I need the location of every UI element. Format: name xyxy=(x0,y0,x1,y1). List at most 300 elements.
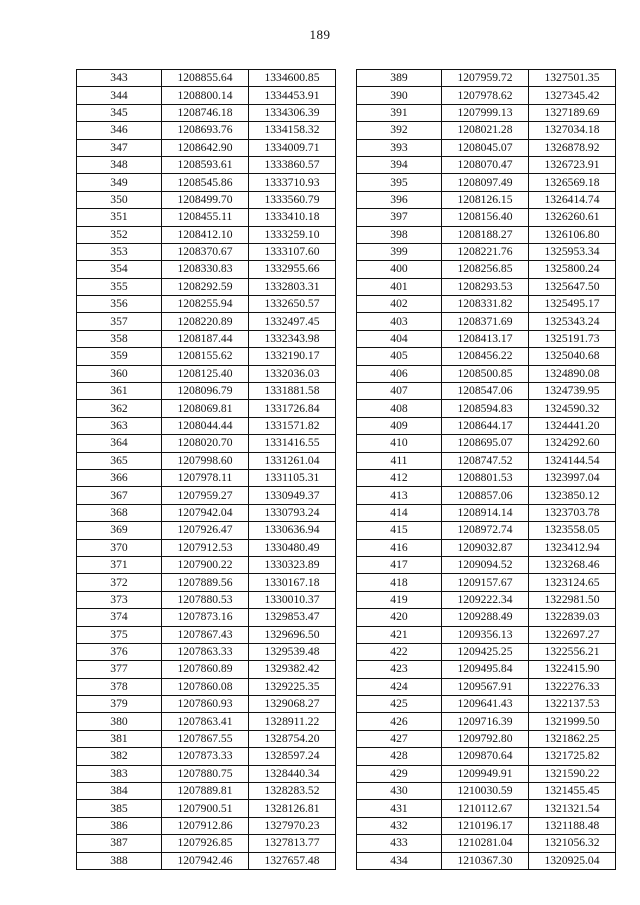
y-coordinate-cell: 1325647.50 xyxy=(529,278,616,295)
point-number-cell: 404 xyxy=(357,330,442,347)
y-coordinate-cell: 1326106.80 xyxy=(529,226,616,243)
y-coordinate-cell: 1331726.84 xyxy=(249,400,336,417)
point-number-cell: 343 xyxy=(77,70,162,87)
y-coordinate-cell: 1330323.89 xyxy=(249,556,336,573)
coordinates-table-left xyxy=(76,69,336,870)
x-coordinate-cell: 1208693.76 xyxy=(162,122,249,139)
point-number-cell: 381 xyxy=(77,730,162,747)
table-row xyxy=(357,209,616,226)
point-number-cell: 350 xyxy=(77,191,162,208)
table-row xyxy=(77,765,336,782)
y-coordinate-cell: 1323268.46 xyxy=(529,556,616,573)
x-coordinate-cell: 1208972.74 xyxy=(442,522,529,539)
x-coordinate-cell: 1207863.41 xyxy=(162,713,249,730)
x-coordinate-cell: 1208331.82 xyxy=(442,296,529,313)
table-row xyxy=(357,383,616,400)
point-number-cell: 390 xyxy=(357,87,442,104)
y-coordinate-cell: 1329068.27 xyxy=(249,696,336,713)
x-coordinate-cell: 1209425.25 xyxy=(442,643,529,660)
table-row xyxy=(77,209,336,226)
table-row xyxy=(357,522,616,539)
point-number-cell: 399 xyxy=(357,243,442,260)
x-coordinate-cell: 1208455.11 xyxy=(162,209,249,226)
table-row xyxy=(77,556,336,573)
point-number-cell: 402 xyxy=(357,296,442,313)
table-row xyxy=(77,539,336,556)
x-coordinate-cell: 1207889.81 xyxy=(162,783,249,800)
table-row xyxy=(357,417,616,434)
table-row xyxy=(77,783,336,800)
x-coordinate-cell: 1208857.06 xyxy=(442,487,529,504)
x-coordinate-cell: 1208545.86 xyxy=(162,174,249,191)
table-row xyxy=(357,696,616,713)
x-coordinate-cell: 1208642.90 xyxy=(162,139,249,156)
point-number-cell: 427 xyxy=(357,730,442,747)
x-coordinate-cell: 1208126.15 xyxy=(442,191,529,208)
x-coordinate-cell: 1209032.87 xyxy=(442,539,529,556)
y-coordinate-cell: 1329696.50 xyxy=(249,626,336,643)
point-number-cell: 361 xyxy=(77,383,162,400)
table-row xyxy=(77,226,336,243)
y-coordinate-cell: 1323412.94 xyxy=(529,539,616,556)
table-row xyxy=(77,348,336,365)
point-number-cell: 375 xyxy=(77,626,162,643)
point-number-cell: 363 xyxy=(77,417,162,434)
x-coordinate-cell: 1208069.81 xyxy=(162,400,249,417)
table-row xyxy=(77,609,336,626)
x-coordinate-cell: 1207999.13 xyxy=(442,104,529,121)
x-coordinate-cell: 1207912.86 xyxy=(162,817,249,834)
y-coordinate-cell: 1329539.48 xyxy=(249,643,336,660)
y-coordinate-cell: 1328283.52 xyxy=(249,783,336,800)
point-number-cell: 423 xyxy=(357,661,442,678)
y-coordinate-cell: 1328440.34 xyxy=(249,765,336,782)
x-coordinate-cell: 1208221.76 xyxy=(442,243,529,260)
table-row xyxy=(357,504,616,521)
point-number-cell: 419 xyxy=(357,591,442,608)
y-coordinate-cell: 1321188.48 xyxy=(529,817,616,834)
table-row xyxy=(77,487,336,504)
y-coordinate-cell: 1323558.05 xyxy=(529,522,616,539)
table-row xyxy=(77,296,336,313)
y-coordinate-cell: 1325040.68 xyxy=(529,348,616,365)
x-coordinate-cell: 1208096.79 xyxy=(162,383,249,400)
table-row xyxy=(357,104,616,121)
point-number-cell: 374 xyxy=(77,609,162,626)
x-coordinate-cell: 1209641.43 xyxy=(442,696,529,713)
x-coordinate-cell: 1209792.80 xyxy=(442,730,529,747)
table-row xyxy=(357,643,616,660)
point-number-cell: 395 xyxy=(357,174,442,191)
point-number-cell: 428 xyxy=(357,748,442,765)
x-coordinate-cell: 1207959.27 xyxy=(162,487,249,504)
x-coordinate-cell: 1208256.85 xyxy=(442,261,529,278)
x-coordinate-cell: 1210030.59 xyxy=(442,783,529,800)
y-coordinate-cell: 1327501.35 xyxy=(529,70,616,87)
y-coordinate-cell: 1324292.60 xyxy=(529,435,616,452)
y-coordinate-cell: 1320925.04 xyxy=(529,852,616,869)
table-row xyxy=(77,122,336,139)
point-number-cell: 367 xyxy=(77,487,162,504)
y-coordinate-cell: 1321862.25 xyxy=(529,730,616,747)
y-coordinate-cell: 1328597.24 xyxy=(249,748,336,765)
table-row xyxy=(77,104,336,121)
table-row xyxy=(357,661,616,678)
x-coordinate-cell: 1209495.84 xyxy=(442,661,529,678)
table-row xyxy=(77,139,336,156)
table-row xyxy=(357,469,616,486)
x-coordinate-cell: 1208914.14 xyxy=(442,504,529,521)
point-number-cell: 412 xyxy=(357,469,442,486)
point-number-cell: 417 xyxy=(357,556,442,573)
y-coordinate-cell: 1334453.91 xyxy=(249,87,336,104)
point-number-cell: 373 xyxy=(77,591,162,608)
table-row xyxy=(77,504,336,521)
x-coordinate-cell: 1207873.33 xyxy=(162,748,249,765)
table-row xyxy=(77,330,336,347)
table-row xyxy=(77,191,336,208)
x-coordinate-cell: 1208371.69 xyxy=(442,313,529,330)
point-number-cell: 379 xyxy=(77,696,162,713)
y-coordinate-cell: 1324590.32 xyxy=(529,400,616,417)
table-row xyxy=(357,313,616,330)
point-number-cell: 406 xyxy=(357,365,442,382)
point-number-cell: 409 xyxy=(357,417,442,434)
y-coordinate-cell: 1330636.94 xyxy=(249,522,336,539)
point-number-cell: 421 xyxy=(357,626,442,643)
table-row xyxy=(77,591,336,608)
x-coordinate-cell: 1208156.40 xyxy=(442,209,529,226)
point-number-cell: 355 xyxy=(77,278,162,295)
y-coordinate-cell: 1327345.42 xyxy=(529,87,616,104)
y-coordinate-cell: 1327034.18 xyxy=(529,122,616,139)
y-coordinate-cell: 1332343.98 xyxy=(249,330,336,347)
point-number-cell: 425 xyxy=(357,696,442,713)
point-number-cell: 405 xyxy=(357,348,442,365)
point-number-cell: 383 xyxy=(77,765,162,782)
y-coordinate-cell: 1323124.65 xyxy=(529,574,616,591)
y-coordinate-cell: 1322981.50 xyxy=(529,591,616,608)
y-coordinate-cell: 1325343.24 xyxy=(529,313,616,330)
point-number-cell: 403 xyxy=(357,313,442,330)
point-number-cell: 389 xyxy=(357,70,442,87)
table-row xyxy=(357,800,616,817)
point-number-cell: 397 xyxy=(357,209,442,226)
y-coordinate-cell: 1326414.74 xyxy=(529,191,616,208)
point-number-cell: 392 xyxy=(357,122,442,139)
table-row xyxy=(77,452,336,469)
table-row xyxy=(357,139,616,156)
table-row xyxy=(77,696,336,713)
x-coordinate-cell: 1208045.07 xyxy=(442,139,529,156)
y-coordinate-cell: 1333560.79 xyxy=(249,191,336,208)
x-coordinate-cell: 1210367.30 xyxy=(442,852,529,869)
table-row xyxy=(77,661,336,678)
y-coordinate-cell: 1328754.20 xyxy=(249,730,336,747)
table-row xyxy=(357,296,616,313)
x-coordinate-cell: 1208499.70 xyxy=(162,191,249,208)
table-row xyxy=(357,348,616,365)
table-row xyxy=(77,643,336,660)
x-coordinate-cell: 1208125.40 xyxy=(162,365,249,382)
table-row xyxy=(77,261,336,278)
point-number-cell: 360 xyxy=(77,365,162,382)
x-coordinate-cell: 1208800.14 xyxy=(162,87,249,104)
point-number-cell: 378 xyxy=(77,678,162,695)
point-number-cell: 371 xyxy=(77,556,162,573)
x-coordinate-cell: 1208547.06 xyxy=(442,383,529,400)
point-number-cell: 372 xyxy=(77,574,162,591)
point-number-cell: 385 xyxy=(77,800,162,817)
x-coordinate-cell: 1208593.61 xyxy=(162,156,249,173)
y-coordinate-cell: 1329382.42 xyxy=(249,661,336,678)
y-coordinate-cell: 1330793.24 xyxy=(249,504,336,521)
point-number-cell: 398 xyxy=(357,226,442,243)
table-row xyxy=(77,400,336,417)
y-coordinate-cell: 1323850.12 xyxy=(529,487,616,504)
y-coordinate-cell: 1330480.49 xyxy=(249,539,336,556)
point-number-cell: 351 xyxy=(77,209,162,226)
point-number-cell: 365 xyxy=(77,452,162,469)
y-coordinate-cell: 1325495.17 xyxy=(529,296,616,313)
x-coordinate-cell: 1209870.64 xyxy=(442,748,529,765)
point-number-cell: 400 xyxy=(357,261,442,278)
x-coordinate-cell: 1209949.91 xyxy=(442,765,529,782)
y-coordinate-cell: 1330167.18 xyxy=(249,574,336,591)
x-coordinate-cell: 1210112.67 xyxy=(442,800,529,817)
point-number-cell: 358 xyxy=(77,330,162,347)
y-coordinate-cell: 1332190.17 xyxy=(249,348,336,365)
x-coordinate-cell: 1207867.43 xyxy=(162,626,249,643)
y-coordinate-cell: 1325191.73 xyxy=(529,330,616,347)
x-coordinate-cell: 1207880.75 xyxy=(162,765,249,782)
x-coordinate-cell: 1207978.62 xyxy=(442,87,529,104)
x-coordinate-cell: 1207942.04 xyxy=(162,504,249,521)
table-row xyxy=(357,122,616,139)
table-row xyxy=(77,626,336,643)
table-row xyxy=(357,609,616,626)
table-row xyxy=(77,435,336,452)
point-number-cell: 359 xyxy=(77,348,162,365)
table-row xyxy=(357,452,616,469)
table-row xyxy=(77,522,336,539)
x-coordinate-cell: 1209094.52 xyxy=(442,556,529,573)
y-coordinate-cell: 1321999.50 xyxy=(529,713,616,730)
point-number-cell: 391 xyxy=(357,104,442,121)
x-coordinate-cell: 1207912.53 xyxy=(162,539,249,556)
point-number-cell: 376 xyxy=(77,643,162,660)
y-coordinate-cell: 1324739.95 xyxy=(529,383,616,400)
x-coordinate-cell: 1207860.93 xyxy=(162,696,249,713)
y-coordinate-cell: 1323703.78 xyxy=(529,504,616,521)
x-coordinate-cell: 1208746.18 xyxy=(162,104,249,121)
x-coordinate-cell: 1207867.55 xyxy=(162,730,249,747)
x-coordinate-cell: 1208188.27 xyxy=(442,226,529,243)
x-coordinate-cell: 1208070.47 xyxy=(442,156,529,173)
x-coordinate-cell: 1208155.62 xyxy=(162,348,249,365)
coordinates-table-right xyxy=(356,69,616,870)
table-row xyxy=(77,852,336,869)
x-coordinate-cell: 1207978.11 xyxy=(162,469,249,486)
table-row xyxy=(77,278,336,295)
table-row xyxy=(357,156,616,173)
y-coordinate-cell: 1332955.66 xyxy=(249,261,336,278)
y-coordinate-cell: 1321590.22 xyxy=(529,765,616,782)
point-number-cell: 407 xyxy=(357,383,442,400)
y-coordinate-cell: 1328126.81 xyxy=(249,800,336,817)
x-coordinate-cell: 1207889.56 xyxy=(162,574,249,591)
table-row xyxy=(77,730,336,747)
table-row xyxy=(77,87,336,104)
table-row xyxy=(357,748,616,765)
y-coordinate-cell: 1325953.34 xyxy=(529,243,616,260)
point-number-cell: 366 xyxy=(77,469,162,486)
point-number-cell: 415 xyxy=(357,522,442,539)
point-number-cell: 433 xyxy=(357,835,442,852)
table-row xyxy=(357,765,616,782)
y-coordinate-cell: 1322415.90 xyxy=(529,661,616,678)
y-coordinate-cell: 1327189.69 xyxy=(529,104,616,121)
point-number-cell: 413 xyxy=(357,487,442,504)
y-coordinate-cell: 1324890.08 xyxy=(529,365,616,382)
x-coordinate-cell: 1208456.22 xyxy=(442,348,529,365)
x-coordinate-cell: 1208044.44 xyxy=(162,417,249,434)
x-coordinate-cell: 1208801.53 xyxy=(442,469,529,486)
x-coordinate-cell: 1208020.70 xyxy=(162,435,249,452)
point-number-cell: 432 xyxy=(357,817,442,834)
x-coordinate-cell: 1208330.83 xyxy=(162,261,249,278)
y-coordinate-cell: 1332497.45 xyxy=(249,313,336,330)
x-coordinate-cell: 1208220.89 xyxy=(162,313,249,330)
y-coordinate-cell: 1322697.27 xyxy=(529,626,616,643)
point-number-cell: 424 xyxy=(357,678,442,695)
y-coordinate-cell: 1334306.39 xyxy=(249,104,336,121)
x-coordinate-cell: 1207873.16 xyxy=(162,609,249,626)
table-row xyxy=(77,174,336,191)
point-number-cell: 401 xyxy=(357,278,442,295)
y-coordinate-cell: 1330010.37 xyxy=(249,591,336,608)
table-row xyxy=(77,817,336,834)
table-row xyxy=(357,574,616,591)
point-number-cell: 354 xyxy=(77,261,162,278)
y-coordinate-cell: 1321725.82 xyxy=(529,748,616,765)
page-number: 189 xyxy=(309,27,331,42)
point-number-cell: 368 xyxy=(77,504,162,521)
point-number-cell: 353 xyxy=(77,243,162,260)
y-coordinate-cell: 1333107.60 xyxy=(249,243,336,260)
point-number-cell: 408 xyxy=(357,400,442,417)
y-coordinate-cell: 1330949.37 xyxy=(249,487,336,504)
x-coordinate-cell: 1208695.07 xyxy=(442,435,529,452)
y-coordinate-cell: 1326723.91 xyxy=(529,156,616,173)
point-number-cell: 382 xyxy=(77,748,162,765)
point-number-cell: 430 xyxy=(357,783,442,800)
point-number-cell: 384 xyxy=(77,783,162,800)
table-row xyxy=(357,626,616,643)
y-coordinate-cell: 1326260.61 xyxy=(529,209,616,226)
table-row xyxy=(357,191,616,208)
point-number-cell: 346 xyxy=(77,122,162,139)
y-coordinate-cell: 1333410.18 xyxy=(249,209,336,226)
x-coordinate-cell: 1207998.60 xyxy=(162,452,249,469)
x-coordinate-cell: 1208292.59 xyxy=(162,278,249,295)
y-coordinate-cell: 1333710.93 xyxy=(249,174,336,191)
table-row xyxy=(357,174,616,191)
table-row xyxy=(357,817,616,834)
point-number-cell: 364 xyxy=(77,435,162,452)
y-coordinate-cell: 1334600.85 xyxy=(249,70,336,87)
x-coordinate-cell: 1207880.53 xyxy=(162,591,249,608)
point-number-cell: 357 xyxy=(77,313,162,330)
x-coordinate-cell: 1208500.85 xyxy=(442,365,529,382)
point-number-cell: 356 xyxy=(77,296,162,313)
table-row xyxy=(357,713,616,730)
table-row xyxy=(357,330,616,347)
table-row xyxy=(357,226,616,243)
y-coordinate-cell: 1328911.22 xyxy=(249,713,336,730)
y-coordinate-cell: 1332036.03 xyxy=(249,365,336,382)
point-number-cell: 345 xyxy=(77,104,162,121)
table-row xyxy=(357,87,616,104)
table-row xyxy=(357,365,616,382)
x-coordinate-cell: 1208293.53 xyxy=(442,278,529,295)
table-row xyxy=(77,469,336,486)
y-coordinate-cell: 1324144.54 xyxy=(529,452,616,469)
point-number-cell: 370 xyxy=(77,539,162,556)
x-coordinate-cell: 1207959.72 xyxy=(442,70,529,87)
y-coordinate-cell: 1334158.32 xyxy=(249,122,336,139)
x-coordinate-cell: 1209288.49 xyxy=(442,609,529,626)
table-row xyxy=(77,365,336,382)
y-coordinate-cell: 1331881.58 xyxy=(249,383,336,400)
y-coordinate-cell: 1322556.21 xyxy=(529,643,616,660)
x-coordinate-cell: 1208747.52 xyxy=(442,452,529,469)
x-coordinate-cell: 1208855.64 xyxy=(162,70,249,87)
point-number-cell: 347 xyxy=(77,139,162,156)
table-row xyxy=(77,313,336,330)
table-row xyxy=(77,713,336,730)
y-coordinate-cell: 1322276.33 xyxy=(529,678,616,695)
table-row xyxy=(357,400,616,417)
point-number-cell: 387 xyxy=(77,835,162,852)
y-coordinate-cell: 1324441.20 xyxy=(529,417,616,434)
x-coordinate-cell: 1207860.89 xyxy=(162,661,249,678)
point-number-cell: 418 xyxy=(357,574,442,591)
table-row xyxy=(77,70,336,87)
table-row xyxy=(77,835,336,852)
x-coordinate-cell: 1207900.22 xyxy=(162,556,249,573)
x-coordinate-cell: 1208412.10 xyxy=(162,226,249,243)
table-row xyxy=(77,156,336,173)
point-number-cell: 429 xyxy=(357,765,442,782)
y-coordinate-cell: 1331571.82 xyxy=(249,417,336,434)
x-coordinate-cell: 1210281.04 xyxy=(442,835,529,852)
point-number-cell: 369 xyxy=(77,522,162,539)
table-body-left xyxy=(77,70,336,870)
x-coordinate-cell: 1208021.28 xyxy=(442,122,529,139)
point-number-cell: 386 xyxy=(77,817,162,834)
table-row xyxy=(77,417,336,434)
point-number-cell: 348 xyxy=(77,156,162,173)
table-row xyxy=(77,243,336,260)
table-row xyxy=(357,487,616,504)
table-row xyxy=(357,70,616,87)
x-coordinate-cell: 1209567.91 xyxy=(442,678,529,695)
table-row xyxy=(357,835,616,852)
y-coordinate-cell: 1332803.31 xyxy=(249,278,336,295)
y-coordinate-cell: 1321455.45 xyxy=(529,783,616,800)
y-coordinate-cell: 1327657.48 xyxy=(249,852,336,869)
